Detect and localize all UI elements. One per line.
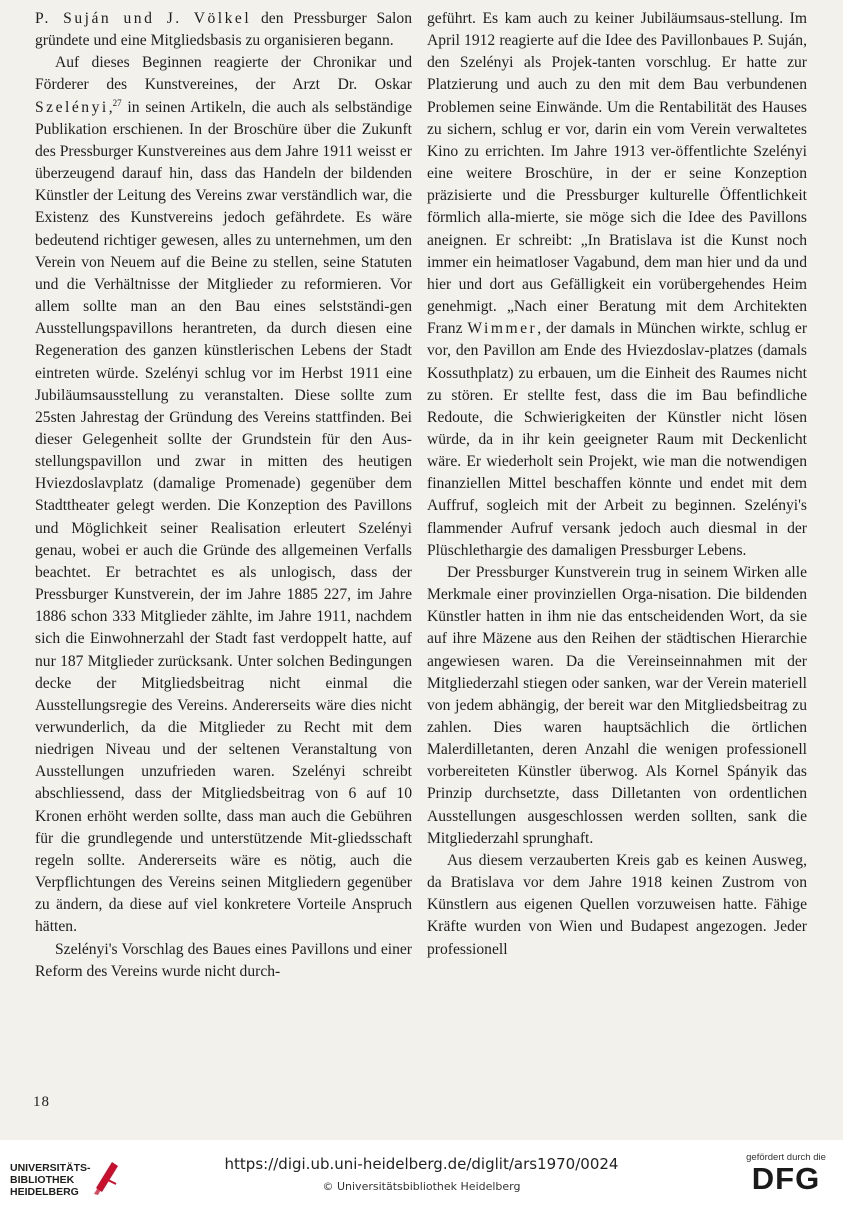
page-number: 18: [33, 1094, 50, 1110]
text-run: Szelényi's Vorschlag des Baues eines Pavillons und einer Reform des Vereins wurde nicht durch-: [35, 940, 412, 980]
copyright-notice: © Universitätsbibliothek Heidelberg: [322, 1180, 521, 1193]
dfg-logo: DFG: [751, 1161, 821, 1196]
right-text-column: [427, 8, 807, 961]
source-url-link[interactable]: https://digi.ub.uni-heidelberg.de/diglit/ars1970/0024: [224, 1155, 619, 1173]
paragraph: [427, 562, 807, 850]
paragraph: [427, 850, 807, 961]
text-run: in seinen Artikeln, die auch als selbständige Publikation erschienen. In der Broschüre über die Zukunft des Pressburger Kunstvereines aus dem Jahre 1911 weisst er überzeugend darauf hin, dass das Handeln der bildenden Künstler der Leitung des Vereins zwar verständlich war, die Existenz des Kunstvereins jedoch gefährdete. Es wäre bedeutend richtiger gewesen, alles zu unternehmen, um den Verein von Neuem auf die Beine zu stellen, seine Statuten und die Verhältnisse der Mitglieder zu reformieren. Vor allem sollte man an den Bau eines selstständi-gen Ausstellungspavillons herantreten, da durch diesen eine Regeneration des ganzen künstlerischen Lebens der Stadt eintreten würde. Szelényi schlug vor im Herbst 1911 eine Jubiläumsausstellung zu veranstalten. Diese sollte zum 25sten Jahrestag der Gründung des Vereins stattfinden. Bei dieser Gelegenheit sollte der Grundstein für den Aus-stellungspavillon und zwar in mitten des heutigen Hviezdoslavplatz (damalige Promenade) gegenüber dem Stadttheater gelegt werden. Die Konzeption des Pavillons und Möglichkeit seiner Realisation erleutert Szelényi genau, wobei er auch die Gründe des allgemeinen Verfalls beachtet. Er betrachtet es als unlogisch, dass der Pressburger Kunstverein, der im Jahre 1885 227, im Jahre 1886 schon 333 Mitglieder zählte, im Jahre 1911, nachdem sich die Einwohnerzahl der Stadt fast verdoppelt hatte, auf nur 187 Mitglieder zurücksank. Unter solchen Bedingungen decke der Mitgliedsbeitrag nicht einmal die Ausstellungsregie des Vereins. Andererseits wäre dies nicht verwunderlich, da die Mitglieder zu Recht mit dem niedrigen Niveau und der seltenen Veranstaltung von Ausstellungen unzufrieden waren. Szelényi schreibt abschliessend, dass der Mitgliedsbeitrag von 6 auf 10 Kronen erhöht werden sollte, dass man auch die Gebühren für die grundlegende und unterstützende Mit-gliedsschaft regeln sollte. Andererseits wäre es nötig, auch die Verpflichtungen des Vereins seinen Mitgliedern gegenüber zu ändern, da diese auf viel konkretere Vorteile Anspruch hätten.: [35, 98, 412, 936]
footnote-ref: 27: [112, 97, 122, 108]
paragraph: [35, 939, 412, 983]
text-run: Aus diesem verzauberten Kreis gab es keinen Ausweg, da Bratislava vor dem Jahre 1918 keinen Zustrom von Künstlern aus eigenen Quellen vorzuweisen hatte. Fähige Kräfte wurden von Wien und Budapest angezogen. Jeder professionell: [427, 851, 807, 958]
digitization-footer: [0, 1140, 843, 1207]
text-run: den Pressburger Salon gründete und eine Mitgliedsbasis zu organisieren begann.: [35, 10, 412, 50]
text-run: Der Pressburger Kunstverein trug in seinem Wirken alle Merkmale einer provinziellen Orga-nisation. Die bildenden Künstler hatten in ihm nie das entscheidenden Wort, da sie auf ihre Mäzene aus den Reihen der städtischen Hierarchie angewiesen waren. Da die Vereinseinnahmen mit der Mitgliederzahl stiegen oder sanken, war der Verein materiell von jedem abhängig, der bereit war den Mitgliedsbeitrag zu zahlen. Dies waren hauptsächlich die örtlichen Malerdilletanten, deren Anzahl die wenigen professionell vorbereiteten Künstler überwog. Als Kornel Spányik das Prinzip durchsetzte, dass Dilletanten von ordentlichen Ausstellungen ausgeschlossen werden sollten, sank die Mitgliederzahl sprunghaft.: [427, 563, 807, 847]
left-text-column: [35, 8, 412, 983]
emphasized-name: Wimmer: [467, 320, 538, 338]
emphasized-name: Szelényi: [35, 98, 109, 116]
funder-caption: gefördert durch die: [746, 1152, 826, 1163]
paragraph: [35, 52, 412, 938]
text-run: Auf dieses Beginnen reagierte der Chronikar und Förderer des Kunstvereines, der Arzt Dr. Oskar: [35, 54, 412, 94]
paragraph: [427, 8, 807, 562]
text-run: geführt. Es kam auch zu keiner Jubiläumsaus-stellung. Im April 1912 reagierte auf die Idee des Pavillonbaues P. Suján, den Szelényi als Projek-tanten vorschlug. Er hatte zur Platzierung und auch zu den mit dem Bau verbundenen Problemen seine Einwände. Um die Rentabilität des Hauses zu sichern, schlug er vor, darin ein vom Verein verwaltetes Kino zu errichten. Im Jahre 1913 ver-öffentlichte Szelényi eine weitere Broschüre, in der er seine Konzeption präzisierte und die Pressburger kulturelle Öffentlichkeit förmlich alla-mierte, sie möge sich die Idee des Pavillons aneignen. Er schreibt: „In Bratislava ist die Kunst noch immer ein heimatloser Vagabund, dem man hier und da und hier und dort aus Gefälligkeit ein vorübergehendes Heim genehmigt. „Nach einer Beratung mit dem Architekten Franz: [427, 10, 807, 338]
funder-badge[interactable]: [741, 1152, 831, 1200]
emphasized-name: P. Suján und J. Völkel: [35, 10, 252, 27]
paragraph: [35, 8, 412, 52]
text-run: , der damals in München wirkte, schlug er vor, den Pavillon am Ende des Hviezdoslav-platzes (damals Kossuthplatz) zu erbauen, um die Einheit des Raumes nicht zu stören. Er stellte fest, dass die im Bau befindliche Redoute, die Schwierigkeiten der Künstler nicht lösen würde, da in ihr kein geeigneter Raum mit Deckenlicht wäre. Er wiederholt sein Projekt, wie man die notwendigen finanziellen Mittel beschaffen könnte und endet mit dem Auffruf, sogleich mit der Arbeit zu beginnen. Szelényi's flammender Aufruf versank jedoch auch diesmal in der Plüschlethargie des damaligen Pressburger Lebens.: [427, 320, 808, 559]
text-run: ,: [108, 98, 113, 116]
library-name: UNIVERSITÄTS- BIBLIOTHEK HEIDELBERG: [10, 1162, 91, 1198]
